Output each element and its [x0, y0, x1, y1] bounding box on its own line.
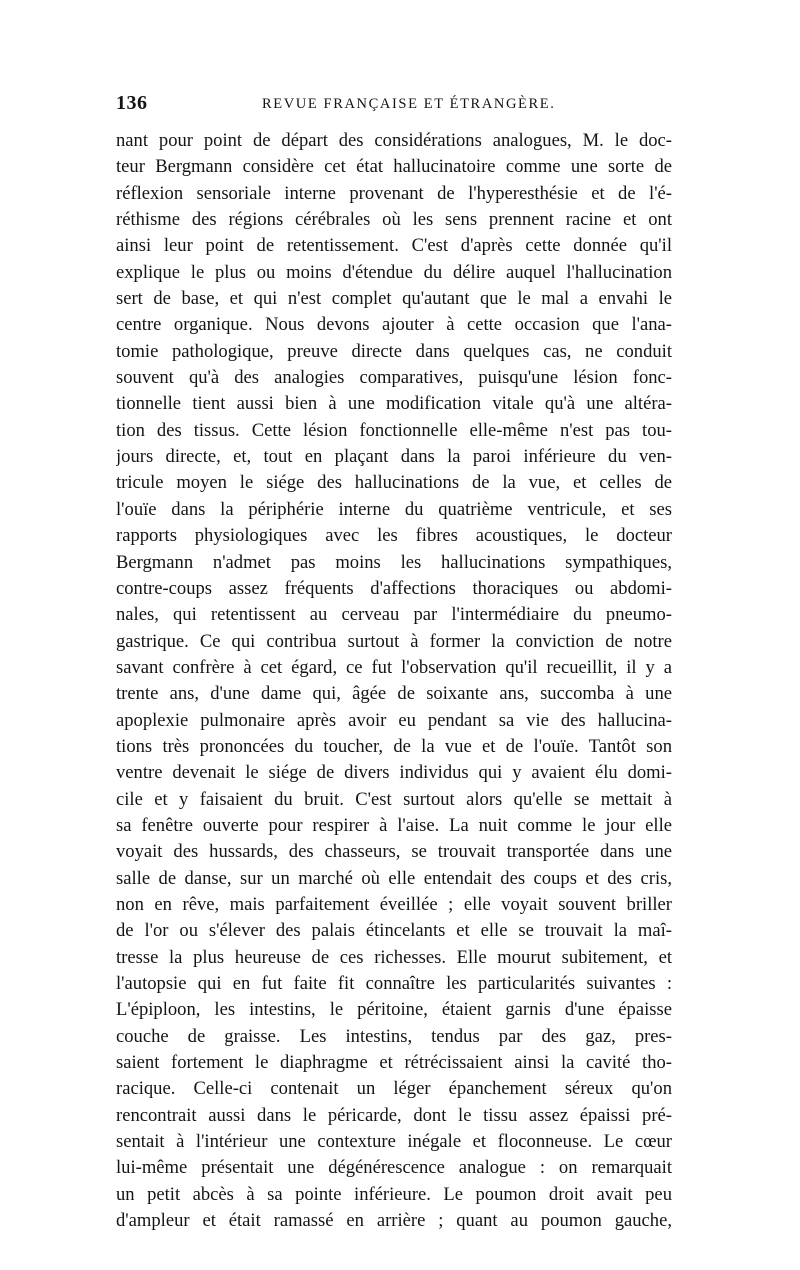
text-line: tion des tissus. Cette lésion fonctionnelle elle-même n'est pas tou- — [116, 419, 672, 441]
text-line: l'autopsie qui en fut faite fit connaître les particularités suivantes : — [116, 973, 672, 994]
text-line: cile et y faisaient du bruit. C'est surtout alors qu'elle se mettait à — [116, 788, 672, 810]
text-line: saient fortement le diaphragme et rétrécissaient ainsi la cavité tho- — [116, 1052, 672, 1074]
text-line: couche de graisse. Les intestins, tendus par des gaz, pres- — [116, 1025, 672, 1047]
text-line: de l'or ou s'élever des palais étincelants et elle se trouvait la maî- — [116, 920, 672, 942]
page-number: 136 — [116, 92, 148, 114]
text-line: jours directe, et, tout en plaçant dans la paroi inférieure du ven- — [116, 446, 672, 468]
text-line: sa fenêtre ouverte pour respirer à l'aise. La nuit comme le jour elle — [116, 814, 672, 836]
text-line: d'ampleur et était ramassé en arrière ; quant au poumon gauche, — [116, 1210, 672, 1232]
text-line: L'épiploon, les intestins, le péritoine, étaient garnis d'une épaisse — [116, 999, 672, 1021]
text-line: teur Bergmann considère cet état hallucinatoire comme une sorte de — [116, 156, 672, 178]
text-line: un petit abcès à sa pointe inférieure. Le poumon droit avait peu — [116, 1183, 672, 1205]
text-line: tions très prononcées du toucher, de la vue et de l'ouïe. Tantôt son — [116, 735, 672, 757]
text-line: souvent qu'à des analogies comparatives, puisqu'une lésion fonc- — [116, 367, 672, 389]
text-line: rapports physiologiques avec les fibres acoustiques, le docteur — [116, 525, 672, 547]
text-line: contre-coups assez fréquents d'affections thoraciques ou abdomi- — [116, 577, 672, 599]
text-line: racique. Celle-ci contenait un léger épanchement séreux qu'on — [116, 1078, 672, 1100]
page-header — [116, 92, 676, 122]
text-line: rencontrait aussi dans le péricarde, dont le tissu assez épaissi pré- — [116, 1104, 672, 1126]
text-line: nant pour point de départ des considérations analogues, M. le doc- — [116, 130, 672, 151]
text-line: ventre devenait le siége de divers individus qui y avaient élu domi- — [116, 762, 672, 784]
text-line: réthisme des régions cérébrales où les sens prennent racine et ont — [116, 209, 672, 231]
text-line: voyait des hussards, des chasseurs, se trouvait transportée dans une — [116, 841, 672, 863]
text-line: gastrique. Ce qui contribua surtout à former la conviction de notre — [116, 630, 672, 652]
text-line: savant confrère à cet égard, ce fut l'observation qu'il recueillit, il y a — [116, 656, 672, 678]
text-line: tresse la plus heureuse de ces richesses. Elle mourut subitement, et — [116, 946, 672, 968]
text-line: salle de danse, sur un marché où elle entendait des coups et des cris, — [116, 867, 672, 889]
text-line: sentait à l'intérieur une contexture inégale et floconneuse. Le cœur — [116, 1131, 672, 1153]
text-line: tricule moyen le siége des hallucinations de la vue, et celles de — [116, 472, 672, 494]
text-line: tomie pathologique, preuve directe dans quelques cas, ne conduit — [116, 340, 672, 362]
text-line: ainsi leur point de retentissement. C'est d'après cette donnée qu'il — [116, 235, 672, 257]
text-line: sert de base, et qui n'est complet qu'autant que le mal a envahi le — [116, 288, 672, 310]
text-line: tionnelle tient aussi bien à une modification vitale qu'à une altéra- — [116, 393, 672, 415]
text-line: apoplexie pulmonaire après avoir eu pendant sa vie des hallucina- — [116, 709, 672, 731]
running-title: REVUE FRANÇAISE ET ÉTRANGÈRE. — [262, 96, 556, 112]
text-line: l'ouïe dans la périphérie interne du quatrième ventricule, et ses — [116, 498, 672, 520]
text-line: nales, qui retentissent au cerveau par l'intermédiaire du pneumo- — [116, 604, 672, 626]
text-line: trente ans, d'une dame qui, âgée de soixante ans, succomba à une — [116, 683, 672, 705]
body-text — [116, 128, 672, 1234]
text-line: Bergmann n'admet pas moins les hallucinations sympathiques, — [116, 551, 672, 573]
text-line: explique le plus ou moins d'étendue du délire auquel l'hallucination — [116, 261, 672, 283]
text-line: centre organique. Nous devons ajouter à cette occasion que l'ana- — [116, 314, 672, 336]
text-line: lui-même présentait une dégénérescence analogue : on remarquait — [116, 1157, 672, 1179]
text-line: non en rêve, mais parfaitement éveillée ; elle voyait souvent briller — [116, 893, 672, 915]
text-line: réflexion sensoriale interne provenant de l'hyperesthésie et de l'é- — [116, 182, 672, 204]
